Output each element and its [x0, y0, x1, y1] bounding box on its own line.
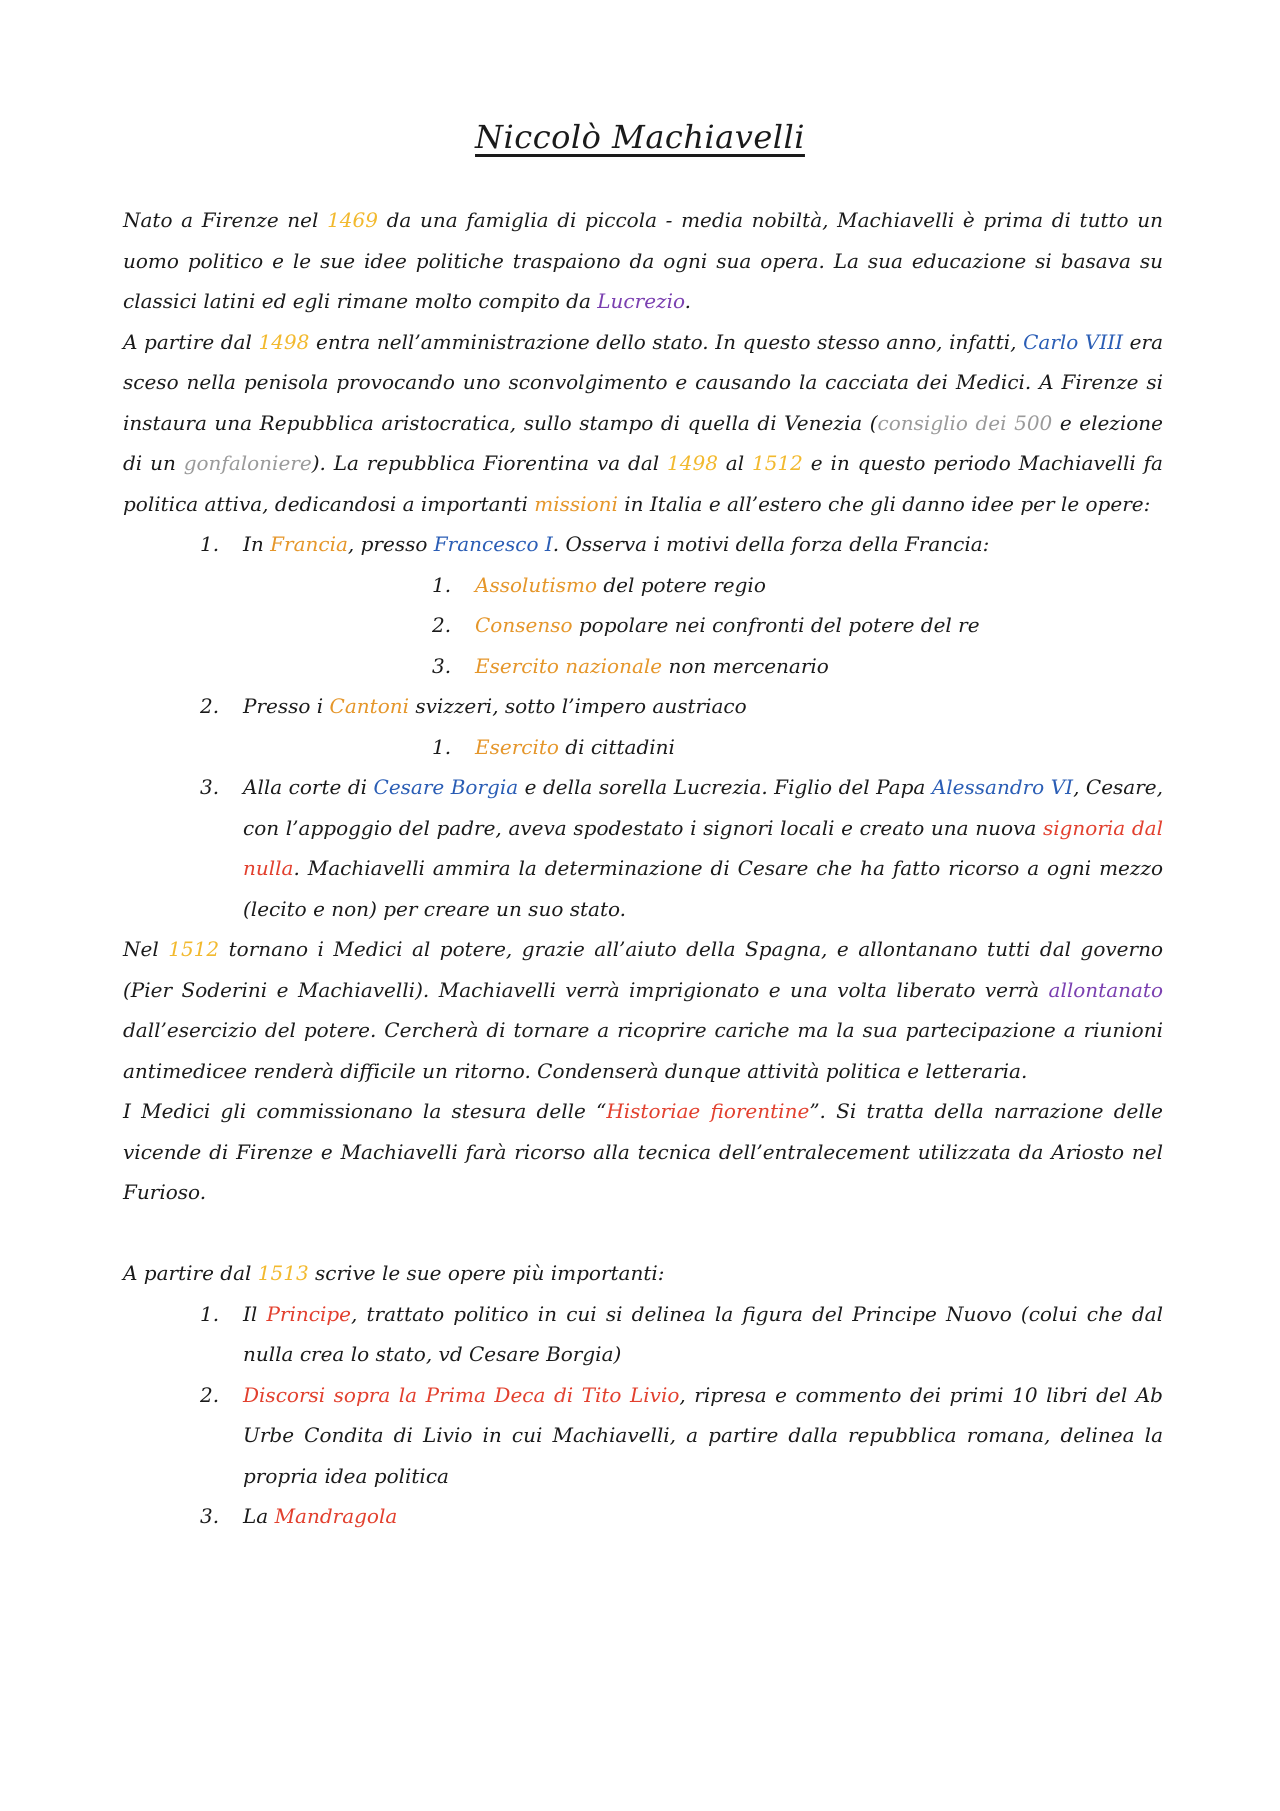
institution-highlight: gonfaloniere [183, 451, 312, 475]
concept-highlight: missioni [534, 491, 618, 516]
paragraph-exile: Nel 1512 tornano i Medici al potere, grazie all’aiuto della Spagna, e allontanano tutti dal governo (Pier Soderini e Machiavelli). Machiavelli verrà imprigionato e una volta liberato verrà allontanato dall’esercizio del potere. Cercherà di tornare a ricoprire cariche ma la sua partecipazione a riunioni antimedicee renderà difficile un ritorno. Condenserà dunque attività politica e letteraria. [123, 937, 1163, 1083]
sub-list-item: 1. Esercito di cittadini [432, 734, 675, 759]
work-highlight: signoria dal nulla [243, 815, 1164, 880]
paragraph-historiae: I Medici gli commissionano la stesura delle “Historiae fiorentine”. Si tratta della narrazione delle vicende di Firenze e Machiavelli farà ricorso alla tecnica dell’entralecement utilizzata da Ariosto nel Furioso. [123, 1099, 1164, 1204]
list-item: 1. In Francia, presso Francesco I. Osserva i motivi della forza della Francia: [200, 532, 990, 556]
date-highlight: 1498 [667, 451, 718, 475]
work-highlight: Principe [266, 1301, 351, 1326]
missions-list [123, 524, 1163, 929]
person-highlight: Cesare Borgia [373, 775, 519, 799]
date-highlight: 1512 [751, 451, 803, 475]
date-highlight: 1498 [258, 329, 310, 354]
person-highlight: Carlo VIII [1023, 329, 1124, 354]
work-highlight: Historiae fiorentine [606, 1099, 810, 1123]
list-item: 1. Il Principe, trattato politico in cui si delinea la figura del Principe Nuovo (colui che dal nulla crea lo stato, vd Cesare Borgia) [200, 1301, 1163, 1366]
paragraph-career: A partire dal 1498 entra nell’amministrazione dello stato. In questo stesso anno, infatti, Carlo VIII era sceso nella penisola provocando uno sconvolgimento e causando la cacciata dei Medici. A Firenze si instaura una Repubblica aristocratica, sullo stampo di quella di Venezia (consiglio dei 500 e elezione di un gonfaloniere). La repubblica Fiorentina va dal 1498 al 1512 e in questo periodo Machiavelli fa politica attiva, dedicandosi a importanti missioni in Italia e all’estero che gli danno idee per le opere: [123, 329, 1163, 516]
list-item: 2. Discorsi sopra la Prima Deca di Tito Livio, ripresa e commento dei primi 10 libri del Ab Urbe Condita di Livio in cui Machiavelli, a partire dalla repubblica romana, delinea la propria idea politica [200, 1382, 1163, 1488]
sub-list-item: 3. Esercito nazionale non mercenario [432, 653, 829, 678]
concept-highlight: Cantoni [329, 694, 410, 718]
concept-highlight: allontanato [1048, 977, 1163, 1002]
blank-line [123, 1213, 1163, 1254]
work-highlight: Discorsi sopra la Prima Deca di Tito Livio [243, 1382, 680, 1407]
sub-list-item: 1. Assolutismo del potere regio [432, 572, 766, 597]
works-list [123, 1294, 1163, 1537]
date-highlight: 1469 [327, 208, 378, 232]
sub-list-item: 2. Consenso popolare nei confronti del potere del re [432, 613, 980, 637]
page-title: Niccolò Machiavelli [475, 118, 805, 156]
date-highlight: 1512 [168, 937, 220, 961]
person-highlight: Francesco I [433, 532, 553, 556]
paragraph-birth: Nato a Firenze nel 1469 da una famiglia di piccola - media nobiltà, Machiavelli è prima di tutto un uomo politico e le sue idee politiche traspaiono da ogni sua opera. La sua educazione si basava su classici latini ed egli rimane molto compito da Lucrezio. [123, 208, 1163, 313]
paragraph-works-intro: A partire dal 1513 scrive le sue opere più importanti: [123, 1261, 665, 1285]
list-item: 2. Presso i Cantoni svizzeri, sotto l’impero austriaco [200, 694, 747, 718]
work-highlight: Mandragola [274, 1504, 398, 1528]
date-highlight: 1513 [257, 1261, 309, 1285]
list-item: 3. La Mandragola [200, 1504, 398, 1528]
list-item: 3. Alla corte di Cesare Borgia e della sorella Lucrezia. Figlio del Papa Alessandro VI, Cesare, con l’appoggio del padre, aveva spodestato i signori locali e creato una nuova signoria dal nulla. Machiavelli ammira la determinazione di Cesare che ha fatto ricorso a ogni mezzo (lecito e non) per creare un suo stato. [200, 775, 1164, 921]
concept-highlight: Esercito nazionale [475, 653, 663, 678]
institution-highlight: consiglio dei 500 [877, 410, 1053, 435]
concept-highlight: Assolutismo [475, 572, 597, 597]
document-body [123, 200, 1163, 1537]
concept-highlight: Esercito [475, 734, 559, 759]
person-highlight: Lucrezio [597, 289, 685, 313]
concept-highlight: Consenso [475, 613, 573, 637]
concept-highlight: Francia [270, 532, 348, 556]
person-highlight: Alessandro VI [931, 775, 1074, 799]
